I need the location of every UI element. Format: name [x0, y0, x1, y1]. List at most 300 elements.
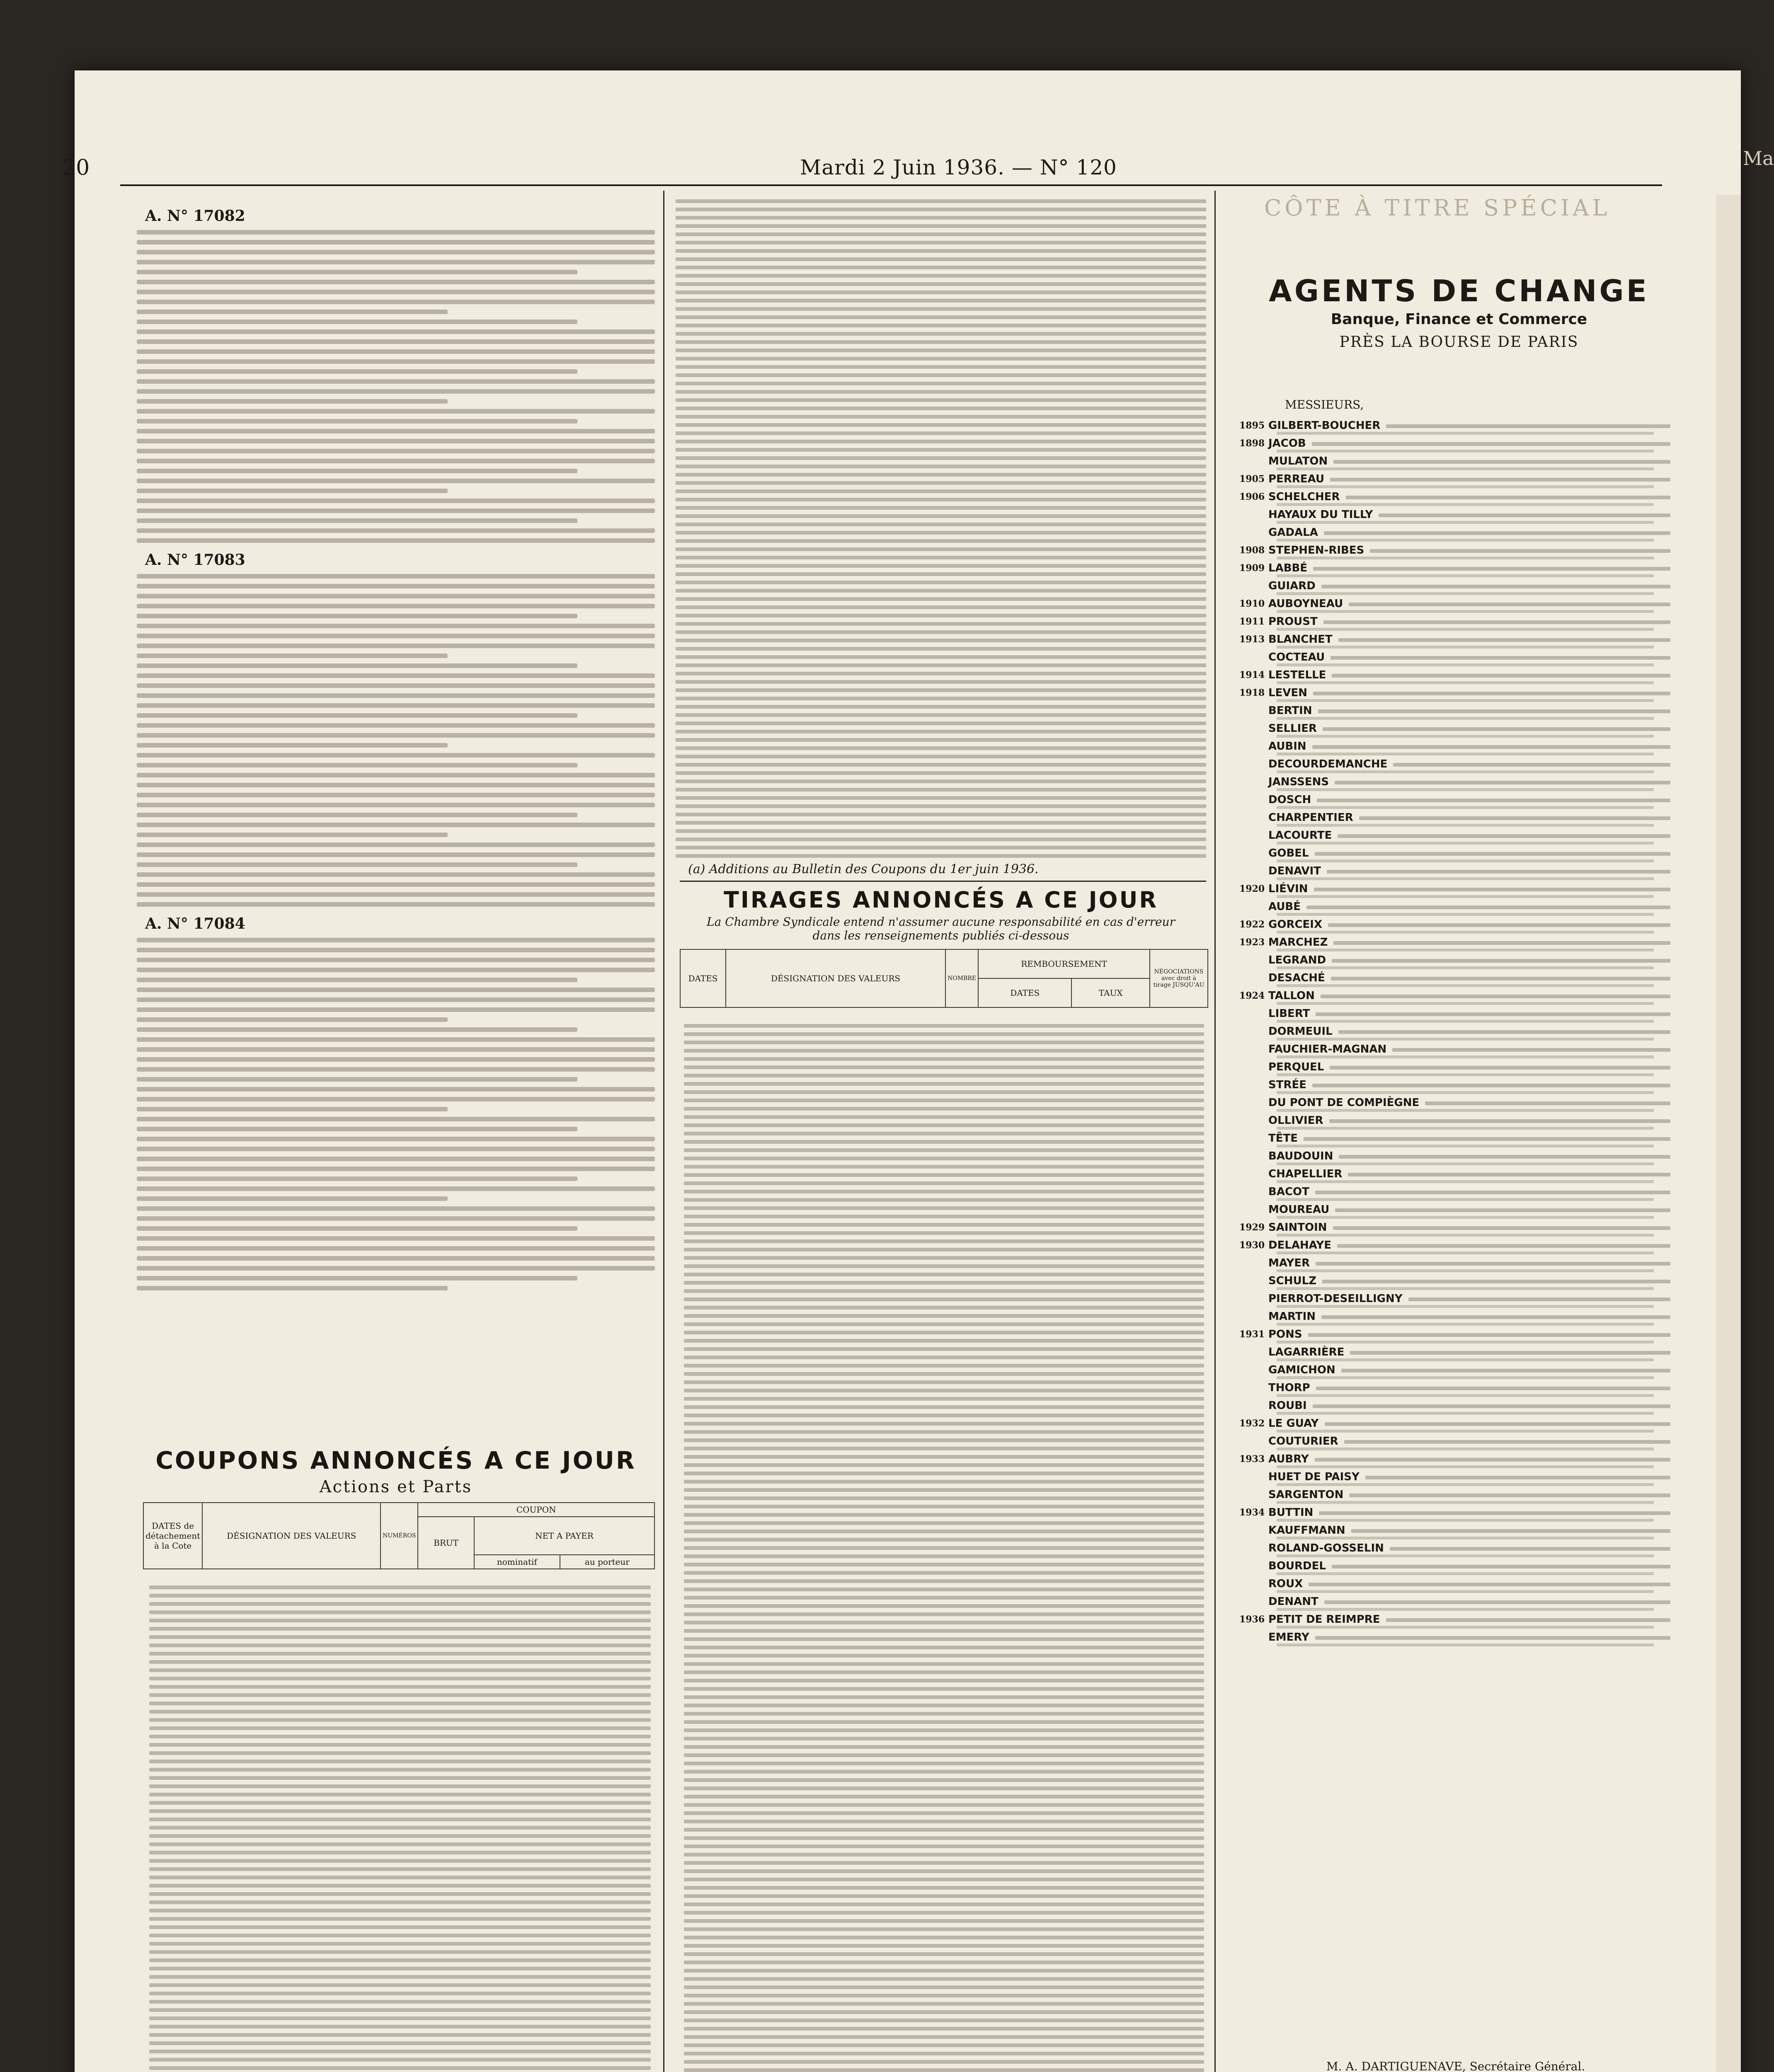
agent-address	[1333, 1226, 1670, 1230]
agent-entry	[1239, 543, 1679, 561]
agent-address	[1324, 1600, 1670, 1604]
text-line	[684, 1463, 1204, 1467]
text-line	[676, 539, 1206, 543]
agent-name: SCHULZ	[1268, 1275, 1317, 1287]
text-line	[676, 257, 1206, 261]
text-line	[137, 813, 577, 817]
agent-entry	[1239, 650, 1679, 668]
agent-phone	[1277, 1341, 1654, 1343]
tirages-table-header	[680, 949, 1208, 1008]
text-line	[684, 1148, 1204, 1152]
agent-address	[1313, 1404, 1670, 1408]
agent-phone	[1277, 984, 1654, 987]
text-line	[137, 1047, 655, 1052]
text-line	[137, 1206, 655, 1211]
agent-entry	[1239, 1220, 1679, 1238]
agent-name: FAUCHIER-MAGNAN	[1268, 1043, 1387, 1055]
agent-name: GAMICHON	[1268, 1364, 1335, 1376]
text-line	[137, 713, 577, 718]
text-line	[684, 1861, 1204, 1865]
text-line	[684, 1770, 1204, 1774]
text-line	[684, 1049, 1204, 1053]
agent-entry	[1239, 525, 1679, 543]
text-line	[137, 1107, 448, 1111]
text-line	[137, 329, 655, 334]
agent-address	[1319, 1511, 1670, 1515]
agent-phone	[1277, 753, 1654, 755]
text-line	[676, 672, 1206, 675]
text-line	[684, 1612, 1204, 1616]
agent-entry	[1239, 1595, 1679, 1612]
text-line	[149, 1702, 651, 1705]
text-line	[137, 1007, 655, 1012]
agent-name: PETIT DE REIMPRE	[1268, 1613, 1380, 1626]
text-line	[684, 1579, 1204, 1583]
text-line	[137, 743, 448, 748]
notice-heading: A. N° 17084	[145, 915, 245, 932]
agent-phone	[1277, 432, 1654, 435]
text-line	[684, 1206, 1204, 1210]
text-line	[684, 1927, 1204, 1931]
agent-phone	[1277, 467, 1654, 470]
agent-phone	[1277, 699, 1654, 702]
agent-year: 1922	[1239, 919, 1265, 930]
agent-entry	[1239, 757, 1679, 775]
agent-entry	[1239, 1416, 1679, 1434]
text-line	[137, 1067, 655, 1072]
text-line	[676, 564, 1206, 568]
agent-phone	[1277, 1269, 1654, 1272]
agent-entry	[1239, 1381, 1679, 1399]
text-line	[684, 1289, 1204, 1293]
agent-phone	[1277, 1590, 1654, 1593]
text-line	[137, 489, 448, 493]
text-line	[137, 624, 655, 628]
agent-address	[1314, 888, 1670, 891]
coupons-rows	[149, 1581, 651, 2072]
agent-phone	[1277, 824, 1654, 827]
text-line	[684, 1339, 1204, 1343]
agent-name: PERQUEL	[1268, 1061, 1324, 1073]
agent-entry	[1239, 508, 1679, 525]
agent-entry	[1239, 1060, 1679, 1078]
text-line	[149, 1602, 651, 1606]
text-line	[137, 1057, 655, 1062]
text-line	[684, 2035, 1204, 2039]
text-line	[137, 604, 655, 608]
text-line	[137, 683, 655, 688]
page-edge	[1716, 195, 1741, 2072]
col-nombre: NOMBRE	[945, 949, 978, 1007]
text-line	[684, 1455, 1204, 1459]
agent-year: 1908	[1239, 545, 1265, 556]
text-line	[684, 1844, 1204, 1848]
agent-name: MOUREAU	[1268, 1203, 1330, 1216]
text-line	[149, 1585, 651, 1589]
text-line	[137, 803, 655, 807]
text-line	[676, 531, 1206, 535]
text-line	[684, 1886, 1204, 1890]
agent-name: ROUX	[1268, 1578, 1303, 1590]
text-line	[684, 1115, 1204, 1119]
agent-address	[1338, 638, 1670, 642]
text-line	[684, 1397, 1204, 1401]
text-line	[137, 1147, 655, 1151]
agent-entry	[1239, 828, 1679, 846]
text-line	[149, 1818, 651, 1821]
text-line	[137, 349, 655, 354]
text-line	[676, 224, 1206, 228]
text-line	[676, 456, 1206, 460]
agent-entry	[1239, 1541, 1679, 1559]
text-line	[684, 1662, 1204, 1666]
agent-address	[1338, 1030, 1670, 1034]
text-line	[137, 240, 655, 244]
agent-phone	[1277, 735, 1654, 738]
text-line	[684, 2052, 1204, 2055]
text-line	[676, 440, 1206, 443]
text-line	[149, 1594, 651, 1598]
agent-phone	[1277, 1109, 1654, 1112]
text-line	[149, 2041, 651, 2045]
text-line	[684, 1322, 1204, 1326]
text-line	[149, 1834, 651, 1838]
text-line	[676, 514, 1206, 518]
text-line	[676, 730, 1206, 733]
text-line	[684, 1894, 1204, 1898]
agent-name: BERTIN	[1268, 704, 1312, 717]
text-line	[676, 796, 1206, 800]
text-line	[137, 968, 655, 972]
agent-entry	[1239, 846, 1679, 864]
agent-name: MAYER	[1268, 1257, 1310, 1269]
text-line	[676, 365, 1206, 369]
agent-address	[1315, 1458, 1670, 1462]
col-dates: DATES	[680, 949, 726, 1007]
text-line	[676, 390, 1206, 394]
text-line	[676, 373, 1206, 377]
agent-address	[1312, 442, 1670, 446]
agent-entry	[1239, 632, 1679, 650]
agent-phone	[1277, 1323, 1654, 1326]
text-line	[149, 1735, 651, 1738]
text-line	[137, 614, 577, 618]
text-line	[684, 1604, 1204, 1608]
agent-address	[1318, 709, 1670, 713]
agent-address	[1348, 1173, 1670, 1176]
agent-name: STRÉE	[1268, 1079, 1307, 1091]
text-line	[137, 948, 655, 952]
text-line	[137, 783, 655, 787]
agent-entry	[1239, 490, 1679, 508]
text-line	[684, 1181, 1204, 1185]
text-line	[137, 1087, 655, 1092]
text-line	[149, 1627, 651, 1631]
text-line	[684, 1314, 1204, 1318]
agent-address	[1316, 1387, 1670, 1390]
agent-phone	[1277, 521, 1654, 524]
agent-address	[1312, 745, 1670, 749]
agent-entry	[1239, 1630, 1679, 1648]
agent-address	[1329, 1119, 1671, 1123]
text-line	[684, 1820, 1204, 1823]
text-line	[676, 431, 1206, 435]
text-line	[684, 1745, 1204, 1749]
text-line	[684, 1670, 1204, 1674]
text-line	[149, 1925, 651, 1929]
text-line	[684, 1447, 1204, 1450]
agent-phone	[1277, 1234, 1654, 1237]
text-line	[684, 2043, 1204, 2047]
agent-address	[1338, 834, 1670, 838]
text-line	[149, 1826, 651, 1830]
text-line	[684, 1878, 1204, 1881]
text-line	[137, 518, 577, 523]
text-line	[684, 1223, 1204, 1227]
agent-phone	[1277, 628, 1654, 631]
text-line	[684, 1488, 1204, 1492]
text-line	[684, 1828, 1204, 1832]
text-line	[676, 274, 1206, 278]
agent-address	[1304, 1137, 1670, 1141]
text-line	[137, 359, 655, 364]
text-line	[684, 1629, 1204, 1633]
text-line	[684, 1521, 1204, 1525]
agent-address	[1324, 531, 1670, 535]
adjacent-page-fragment: Ma	[1743, 147, 1774, 169]
text-line	[684, 1165, 1204, 1169]
agent-year: 1898	[1239, 438, 1265, 449]
text-line	[137, 594, 655, 598]
agent-name: LEGRAND	[1268, 954, 1326, 966]
text-line	[149, 1793, 651, 1796]
header-rule	[120, 184, 1662, 186]
agent-name: EMERY	[1268, 1631, 1309, 1644]
agent-name: COUTURIER	[1268, 1435, 1338, 1447]
text-line	[137, 250, 655, 254]
agent-phone	[1277, 859, 1654, 862]
text-line	[676, 465, 1206, 468]
text-line	[684, 1331, 1204, 1334]
agent-name: DENAVIT	[1268, 865, 1321, 877]
text-line	[137, 997, 655, 1002]
text-line	[149, 1776, 651, 1780]
text-line	[676, 630, 1206, 634]
text-line	[684, 1513, 1204, 1517]
agent-name: TÊTE	[1268, 1132, 1298, 1145]
agent-name: DELAHAYE	[1268, 1239, 1332, 1251]
agent-entry	[1239, 1470, 1679, 1488]
text-line	[684, 1430, 1204, 1434]
text-line	[149, 1942, 651, 1946]
agent-entry	[1239, 1131, 1679, 1149]
agent-address	[1333, 941, 1670, 945]
text-line	[137, 508, 655, 513]
text-line	[137, 369, 577, 374]
agent-year: 1929	[1239, 1222, 1265, 1233]
agent-entry	[1239, 686, 1679, 704]
text-line	[684, 1472, 1204, 1475]
text-line	[684, 1728, 1204, 1732]
text-line	[137, 644, 655, 648]
text-line	[137, 320, 577, 324]
agent-name: LE GUAY	[1268, 1417, 1319, 1430]
text-line	[684, 1936, 1204, 1939]
agent-entry	[1239, 1292, 1679, 1310]
text-line	[676, 249, 1206, 253]
text-line	[684, 1480, 1204, 1484]
text-line	[137, 439, 655, 443]
agent-phone	[1277, 1127, 1654, 1130]
agent-entry	[1239, 1096, 1679, 1113]
agent-entry	[1239, 1363, 1679, 1381]
text-line	[684, 2019, 1204, 2022]
agent-name: MARCHEZ	[1268, 936, 1328, 949]
agent-name: DOSCH	[1268, 794, 1311, 806]
agent-address	[1425, 1101, 1670, 1105]
text-line	[149, 1644, 651, 1647]
agent-phone	[1277, 1180, 1654, 1183]
agent-entry	[1239, 1167, 1679, 1185]
text-line	[684, 1190, 1204, 1193]
text-line	[137, 958, 655, 962]
agent-phone	[1277, 1145, 1654, 1147]
agent-entry	[1239, 454, 1679, 472]
agent-address	[1337, 1244, 1670, 1248]
text-line	[149, 1851, 651, 1854]
agent-phone	[1277, 592, 1654, 595]
text-line	[684, 1132, 1204, 1135]
agent-address	[1309, 1583, 1670, 1586]
text-line	[684, 1405, 1204, 1409]
text-line	[684, 1795, 1204, 1798]
text-line	[137, 634, 655, 638]
text-line	[137, 270, 577, 274]
text-line	[149, 1859, 651, 1863]
column-rule-1	[663, 191, 664, 2072]
text-line	[684, 1944, 1204, 1948]
agent-year: 1923	[1239, 937, 1265, 948]
section-separator	[680, 881, 1206, 882]
agent-name: STEPHEN-RIBES	[1268, 544, 1364, 557]
notices-column	[137, 199, 655, 1401]
agent-entry	[1239, 1612, 1679, 1630]
agent-phone	[1277, 1162, 1654, 1165]
agent-phone	[1277, 574, 1654, 577]
agent-entry	[1239, 775, 1679, 793]
text-line	[676, 721, 1206, 725]
agent-phone	[1277, 503, 1654, 506]
agent-entry	[1239, 953, 1679, 971]
text-line	[676, 622, 1206, 626]
agent-name: PERREAU	[1268, 473, 1325, 485]
col-nominatif: nominatif	[474, 1555, 560, 1569]
agent-phone	[1277, 770, 1654, 773]
text-line	[676, 647, 1206, 651]
agent-address	[1330, 1066, 1670, 1070]
agent-phone	[1277, 1002, 1654, 1005]
agent-address	[1312, 1084, 1670, 1087]
text-line	[684, 1911, 1204, 1915]
agent-name: CHARPENTIER	[1268, 811, 1353, 824]
text-line	[149, 1950, 651, 1954]
agent-address	[1315, 1636, 1670, 1640]
agent-entry	[1239, 1488, 1679, 1506]
text-line	[676, 705, 1206, 709]
agent-phone	[1277, 1537, 1654, 1539]
text-line	[676, 282, 1206, 286]
text-line	[684, 1596, 1204, 1600]
issue-date-line: Mardi 2 Juin 1936. — N° 120	[800, 155, 1117, 179]
text-line	[676, 232, 1206, 236]
text-line	[684, 1969, 1204, 1973]
agent-phone	[1277, 1447, 1654, 1450]
text-line	[676, 315, 1206, 319]
text-line	[676, 655, 1206, 659]
text-line	[137, 1246, 655, 1251]
text-line	[676, 680, 1206, 684]
text-line	[676, 746, 1206, 750]
text-line	[149, 1909, 651, 1912]
agent-name: GORCEIX	[1268, 918, 1323, 931]
col-negociations: NÉGOCIATIONS avec droit à tirage JUSQU'AU	[1150, 949, 1208, 1007]
agent-name: BUTTIN	[1268, 1506, 1314, 1519]
text-line	[137, 1286, 448, 1290]
col-dates: DATES de détachement à la Cote	[143, 1503, 202, 1569]
agent-name: SARGENTON	[1268, 1489, 1344, 1501]
agent-address	[1323, 620, 1670, 624]
col-designation: DÉSIGNATION DES VALEURS	[726, 949, 945, 1007]
text-line	[676, 738, 1206, 742]
text-line	[676, 415, 1206, 419]
agent-year: 1911	[1239, 616, 1265, 627]
text-line	[149, 1668, 651, 1672]
text-line	[676, 788, 1206, 792]
text-line	[676, 241, 1206, 244]
text-line	[149, 1677, 651, 1680]
text-line	[684, 1977, 1204, 1981]
text-line	[684, 2060, 1204, 2064]
agent-entry	[1239, 721, 1679, 739]
tirages-subtitle: La Chambre Syndicale entend n'assumer aucune responsabilité en cas d'erreur dans les renseignements publiés ci-dessous	[706, 915, 1175, 942]
text-line	[137, 793, 655, 797]
text-line	[149, 1760, 651, 1763]
text-line	[137, 1176, 577, 1181]
agent-phone	[1277, 450, 1654, 453]
text-line	[149, 2050, 651, 2053]
agent-name: LESTELLE	[1268, 669, 1326, 681]
agent-phone	[1277, 1501, 1654, 1504]
text-line	[149, 1958, 651, 1962]
text-line	[137, 862, 577, 867]
text-line	[676, 688, 1206, 692]
text-line	[684, 1264, 1204, 1268]
agent-phone	[1277, 1430, 1654, 1433]
text-line	[676, 556, 1206, 559]
text-line	[137, 300, 655, 304]
agent-entry	[1239, 1238, 1679, 1256]
tirages-rows	[684, 1019, 1204, 2072]
text-line	[137, 499, 655, 503]
text-line	[137, 409, 655, 414]
agent-name: LACOURTE	[1268, 829, 1332, 842]
text-line	[149, 1842, 651, 1846]
agent-phone	[1277, 1358, 1654, 1361]
agent-name: BAUDOUIN	[1268, 1150, 1333, 1162]
text-line	[149, 1660, 651, 1664]
agent-phone	[1277, 806, 1654, 809]
agent-phone	[1277, 1376, 1654, 1379]
